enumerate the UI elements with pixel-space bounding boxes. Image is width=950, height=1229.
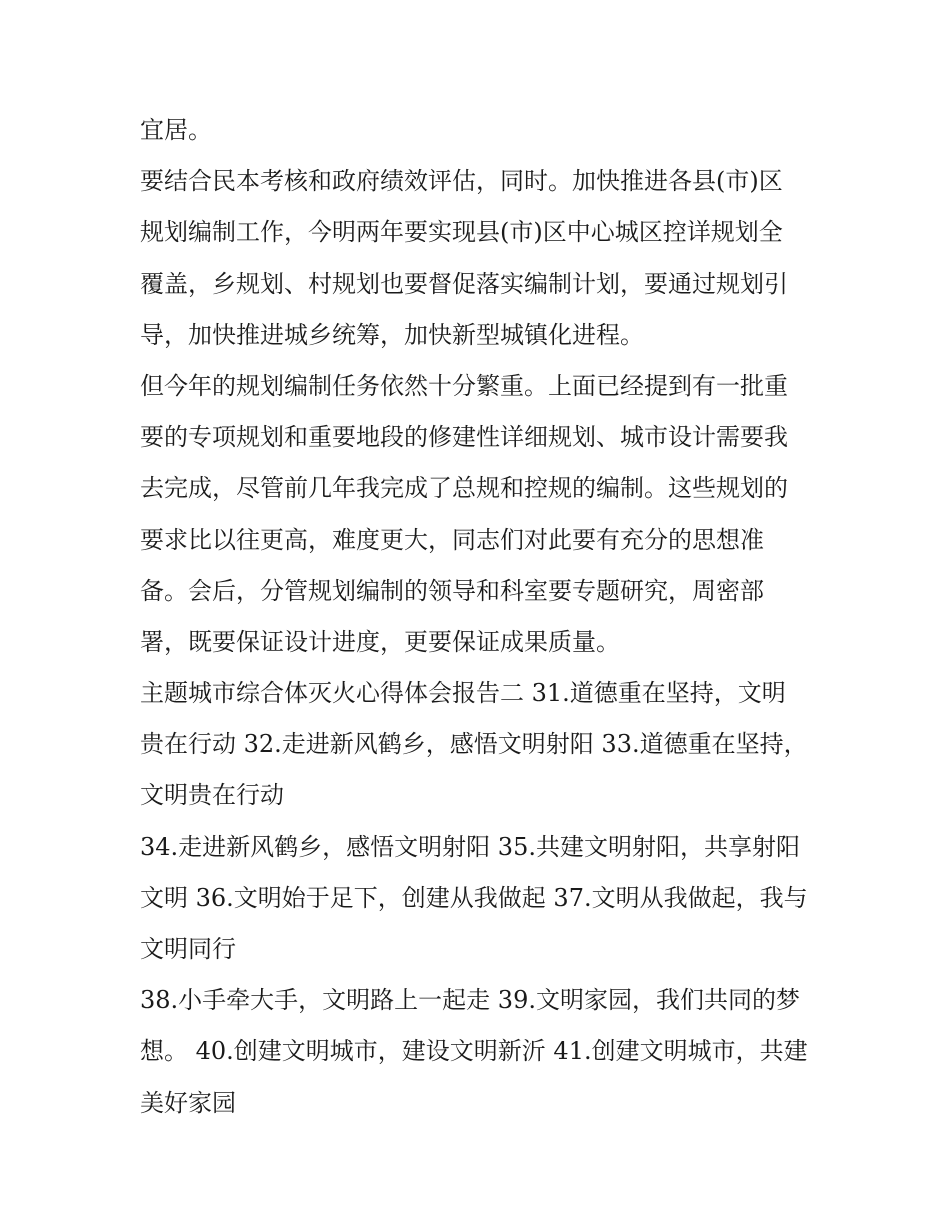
text-line: 文明同行 — [140, 935, 236, 963]
text-line: 去完成，尽管前几年我完成了总规和控规的编制。这些规划的 — [140, 474, 788, 503]
document-body — [140, 105, 820, 1129]
text-line: 34.走进新风鹤乡，感悟文明射阳 35.共建文明射阳，共享射阳 — [140, 832, 800, 861]
text-line: 主题城市综合体灭火心得体会报告二 31.道德重在坚持，文明 — [140, 679, 786, 708]
text-line: 导，加快推进城乡统筹，加快新型城镇化进程。 — [140, 320, 644, 349]
text-line: 文明贵在行动 — [140, 781, 284, 810]
text-line: 贵在行动 32.走进新风鹤乡，感悟文明射阳 33.道德重在坚持， — [140, 730, 808, 759]
text-line: 文明 36.文明始于足下，创建从我做起 37.文明从我做起，我与 — [140, 883, 808, 912]
text-line: 美好家园 — [140, 1088, 236, 1117]
text-line: 要结合民本考核和政府绩效评估，同时。加快推进各县(市)区 — [140, 167, 783, 196]
text-line: 覆盖，乡规划、村规划也要督促落实编制计划，要通过规划引 — [140, 269, 788, 298]
text-line: 宜居。 — [140, 116, 212, 144]
text-line: 要的专项规划和重要地段的修建性详细规划、城市设计需要我 — [140, 423, 788, 452]
text-line: 但今年的规划编制任务依然十分繁重。上面已经提到有一批重 — [140, 371, 788, 400]
text-line: 备。会后，分管规划编制的领导和科室要专题研究，周密部 — [140, 576, 764, 605]
text-line: 要求比以往更高，难度更大，同志们对此要有充分的思想准 — [140, 525, 764, 554]
text-line: 署，既要保证设计进度，更要保证成果质量。 — [140, 627, 620, 656]
text-line: 38.小手牵大手，文明路上一起走 39.文明家园，我们共同的梦 — [140, 986, 800, 1015]
text-line: 规划编制工作，今明两年要实现县(市)区中心城区控详规划全 — [140, 218, 783, 247]
text-line: 想。 40.创建文明城市，建设文明新沂 41.创建文明城市，共建 — [140, 1037, 808, 1066]
